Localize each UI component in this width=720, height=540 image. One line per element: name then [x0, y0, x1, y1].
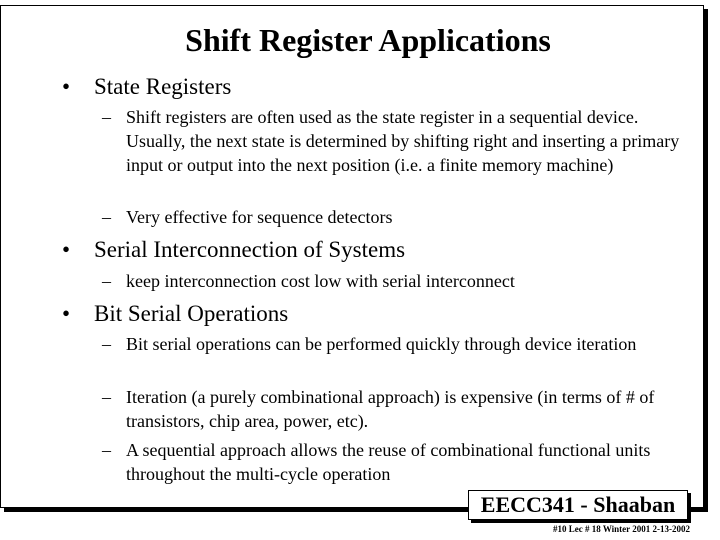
sub-item-text: Shift registers are often used as the state register in a sequential device. Usually, the next state is determined by shifting right and inserting a primary input or output into the next position (i.e. a finite memory machine)	[126, 107, 680, 175]
slide-title: Shift Register Applications	[185, 22, 551, 58]
course-footer-box: EECC341 - Shaaban	[468, 490, 688, 520]
sub-item	[102, 269, 702, 293]
bullet-glyph: •	[62, 301, 71, 326]
bullet-glyph: •	[62, 237, 71, 262]
dash-glyph: –	[102, 271, 111, 291]
dash-glyph: –	[102, 334, 111, 354]
dash-glyph: –	[102, 440, 111, 460]
bullet-label: Bit Serial Operations	[94, 301, 289, 326]
sub-item-text: Very effective for sequence detectors	[126, 207, 393, 227]
sub-item-text: Iteration (a purely combinational approach) is expensive (in terms of # of transistors, chip area, power, etc).	[126, 387, 655, 431]
sub-item	[102, 332, 702, 356]
sub-item	[102, 438, 702, 486]
sub-item	[102, 385, 702, 433]
sub-item	[102, 205, 702, 229]
sub-item-text: A sequential approach allows the reuse of combinational functional units throughout the multi-cycle operation	[126, 440, 651, 484]
dash-glyph: –	[102, 107, 111, 127]
bullet-label: State Registers	[94, 74, 232, 99]
dash-glyph: –	[102, 387, 111, 407]
dash-glyph: –	[102, 207, 111, 227]
bullet-label: Serial Interconnection of Systems	[94, 237, 406, 262]
sub-item-text: Bit serial operations can be performed quickly through device iteration	[126, 334, 637, 354]
slide-info: #10 Lec # 18 Winter 2001 2-13-2002	[553, 524, 690, 534]
sub-item-text: keep interconnection cost low with serial interconnect	[126, 271, 515, 291]
bullet-glyph: •	[62, 74, 71, 99]
sub-item	[102, 105, 702, 177]
